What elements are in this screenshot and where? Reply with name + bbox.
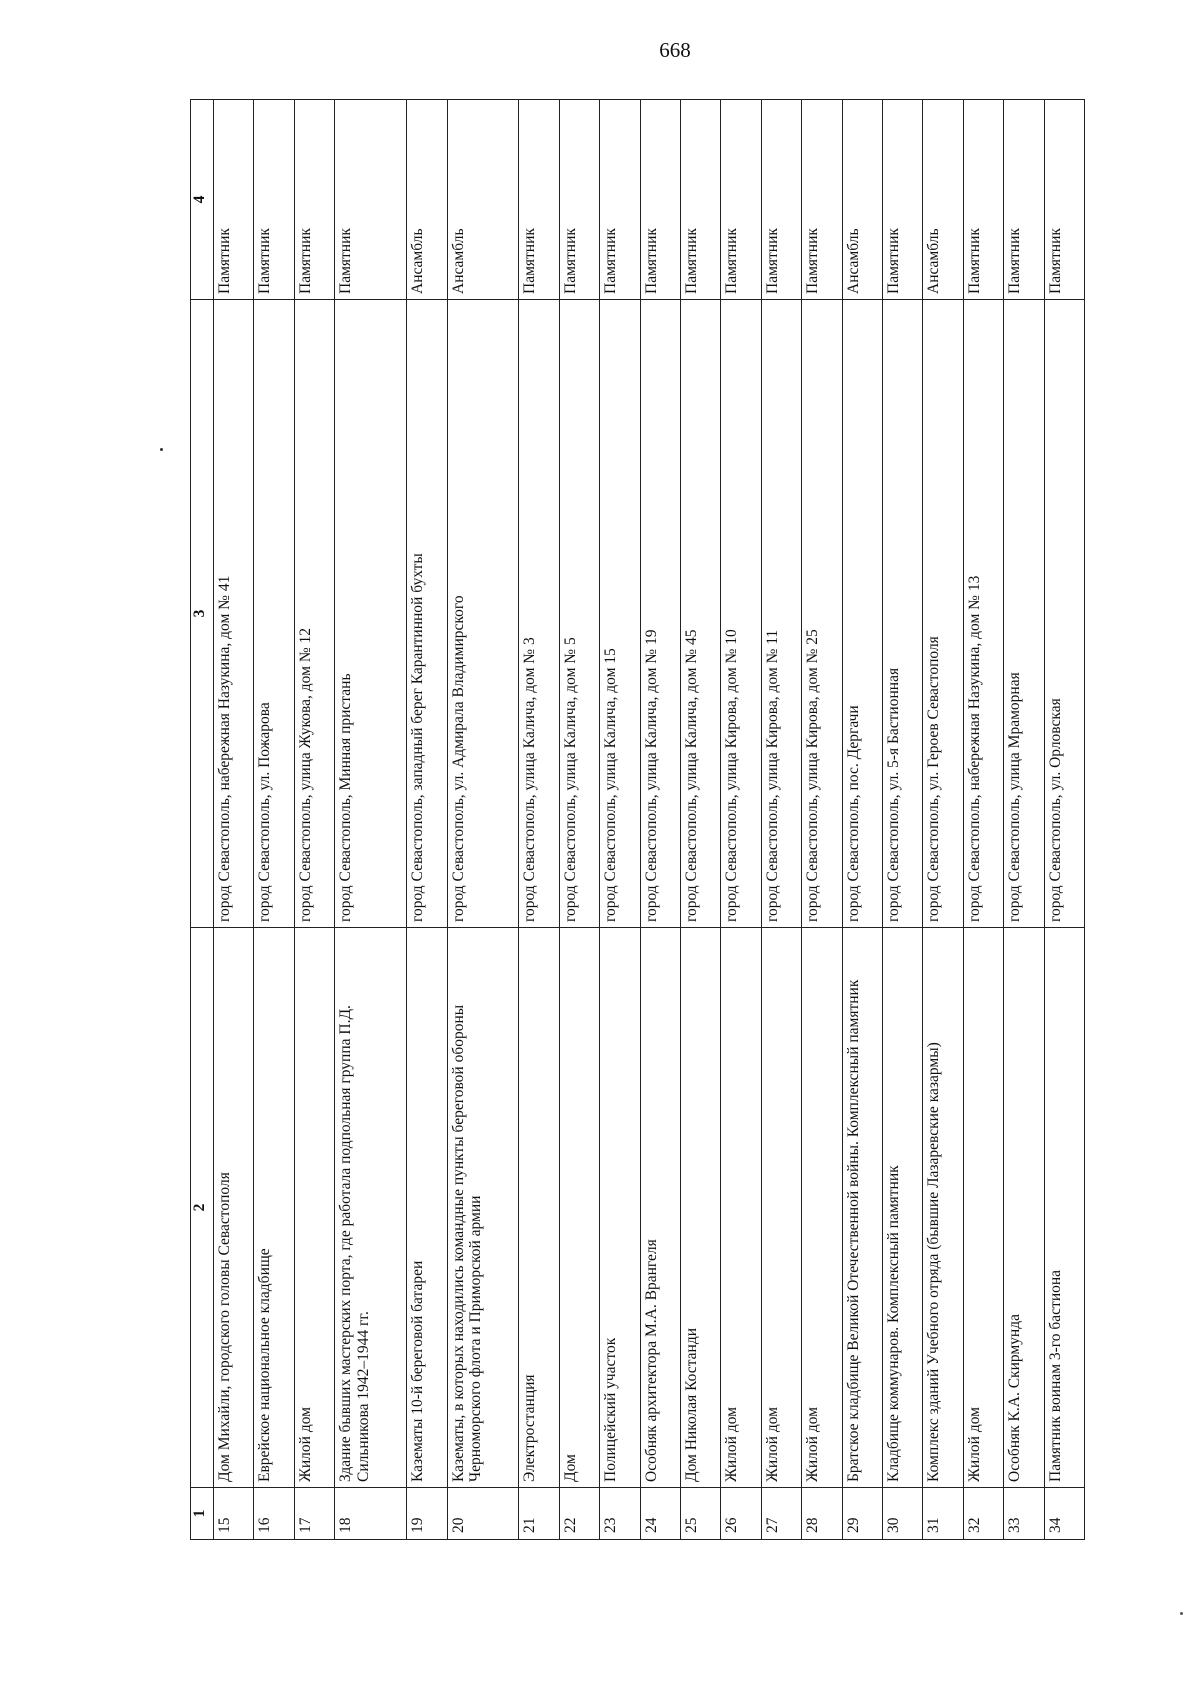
address-cell: город Севастополь, ул. Героев Севастополя [923,300,963,928]
address-cell: город Севастополь, улица Калича, дом 15 [600,300,640,928]
table-row [963,100,1003,1540]
row-number-cell: 16 [254,1488,294,1540]
monuments-table [190,99,1085,1540]
address-cell: город Севастополь, улица Калича, дом № 3 [519,300,559,928]
row-number-cell: 31 [923,1488,963,1540]
category-cell: Памятник [294,100,334,300]
object-name-cell: Полицейский участок [600,928,640,1488]
category-cell: Памятник [600,100,640,300]
table-row [923,100,963,1540]
category-cell: Памятник [335,100,407,300]
address-cell: город Севастополь, улица Калича, дом № 5 [559,300,599,928]
category-cell: Памятник [882,100,922,300]
table-row [447,100,519,1540]
table-row [294,100,334,1540]
object-name-cell: Дом [559,928,599,1488]
row-number-cell: 19 [407,1488,447,1540]
row-number-cell: 32 [963,1488,1003,1540]
address-cell: город Севастополь, улица Кирова, дом № 25 [802,300,842,928]
object-name-cell: Жилой дом [294,928,334,1488]
table-row [842,100,882,1540]
header-cell: 1 [191,1488,214,1540]
table-row [254,100,294,1540]
address-cell: город Севастополь, набережная Назукина, дом № 13 [963,300,1003,928]
header-row [191,100,214,1540]
address-cell: город Севастополь, ул. 5-я Бастионная [882,300,922,928]
object-name-cell: Кладбище коммунаров. Комплексный памятник [882,928,922,1488]
address-cell: город Севастополь, улица Калича, дом № 19 [640,300,680,928]
object-name-cell: Памятник воинам 3-го бастиона [1044,928,1084,1488]
category-cell: Памятник [1004,100,1044,300]
address-cell: город Севастополь, западный берег Карантинной бухты [407,300,447,928]
category-cell: Ансамбль [842,100,882,300]
row-number-cell: 22 [559,1488,599,1540]
object-name-cell: Электростанция [519,928,559,1488]
table-row [519,100,559,1540]
object-name-cell: Особняк К.А. Скирмунда [1004,928,1044,1488]
category-cell: Ансамбль [407,100,447,300]
category-cell: Памятник [519,100,559,300]
address-cell: город Севастополь, улица Кирова, дом № 11 [761,300,801,928]
row-number-cell: 15 [214,1488,254,1540]
category-cell: Ансамбль [447,100,519,300]
category-cell: Памятник [254,100,294,300]
table-row [214,100,254,1540]
address-cell: город Севастополь, ул. Орловская [1044,300,1084,928]
category-cell: Памятник [761,100,801,300]
rotated-table-container [190,100,1085,1540]
address-cell: город Севастополь, пос. Дергачи [842,300,882,928]
page-number: 668 [659,38,691,62]
row-number-cell: 21 [519,1488,559,1540]
header-cell: 4 [191,100,214,300]
address-cell: город Севастополь, улица Мраморная [1004,300,1044,928]
object-name-cell: Братское кладбище Великой Отечественной войны. Комплексный памятник [842,928,882,1488]
object-name-cell: Казематы 10-й береговой батареи [407,928,447,1488]
object-name-cell: Жилой дом [802,928,842,1488]
category-cell: Памятник [640,100,680,300]
header-cell: 2 [191,928,214,1488]
table-body [214,100,1085,1540]
object-name-cell: Комплекс зданий Учебного отряда (бывшие Лазаревские казармы) [923,928,963,1488]
row-number-cell: 30 [882,1488,922,1540]
category-cell: Памятник [721,100,761,300]
address-cell: город Севастополь, ул. Адмирала Владимирского [447,300,519,928]
category-cell: Памятник [963,100,1003,300]
row-number-cell: 25 [681,1488,721,1540]
row-number-cell: 28 [802,1488,842,1540]
table-row [681,100,721,1540]
object-name-cell: Жилой дом [721,928,761,1488]
object-name-cell: Особняк архитектора М.А. Врангеля [640,928,680,1488]
address-cell: город Севастополь, набережная Назукина, дом № 41 [214,300,254,928]
row-number-cell: 18 [335,1488,407,1540]
object-name-cell: Жилой дом [963,928,1003,1488]
address-cell: город Севастополь, улица Кирова, дом № 10 [721,300,761,928]
row-number-cell: 34 [1044,1488,1084,1540]
scan-speck [1180,1612,1183,1615]
row-number-cell: 26 [721,1488,761,1540]
row-number-cell: 17 [294,1488,334,1540]
category-cell: Памятник [214,100,254,300]
category-cell: Ансамбль [923,100,963,300]
table-row [407,100,447,1540]
row-number-cell: 24 [640,1488,680,1540]
address-cell: город Севастополь, улица Жукова, дом № 12 [294,300,334,928]
category-cell: Памятник [559,100,599,300]
object-name-cell: Дом Михайли, городского головы Севастополя [214,928,254,1488]
category-cell: Памятник [802,100,842,300]
header-cell: 3 [191,300,214,928]
row-number-cell: 20 [447,1488,519,1540]
object-name-cell: Казематы, в которых находились командные пункты береговой обороны Черноморского флота и Приморской армии [447,928,519,1488]
table-row [761,100,801,1540]
row-number-cell: 29 [842,1488,882,1540]
object-name-cell: Жилой дом [761,928,801,1488]
object-name-cell: Здание бывших мастерских порта, где работала подпольная группа П.Д. Сильникова 1942–1944 гг. [335,928,407,1488]
object-name-cell: Еврейское национальное кладбище [254,928,294,1488]
row-number-cell: 23 [600,1488,640,1540]
table-row [600,100,640,1540]
table-row [335,100,407,1540]
table-row [882,100,922,1540]
table-row [559,100,599,1540]
table-row [640,100,680,1540]
table-row [1044,100,1084,1540]
object-name-cell: Дом Николая Костанди [681,928,721,1488]
category-cell: Памятник [681,100,721,300]
table-row [721,100,761,1540]
table-row [802,100,842,1540]
table-row [1004,100,1044,1540]
row-number-cell: 27 [761,1488,801,1540]
address-cell: город Севастополь, Минная пристань [335,300,407,928]
row-number-cell: 33 [1004,1488,1044,1540]
scan-speck [160,448,163,451]
address-cell: город Севастополь, ул. Пожарова [254,300,294,928]
address-cell: город Севастополь, улица Калича, дом № 45 [681,300,721,928]
category-cell: Памятник [1044,100,1084,300]
